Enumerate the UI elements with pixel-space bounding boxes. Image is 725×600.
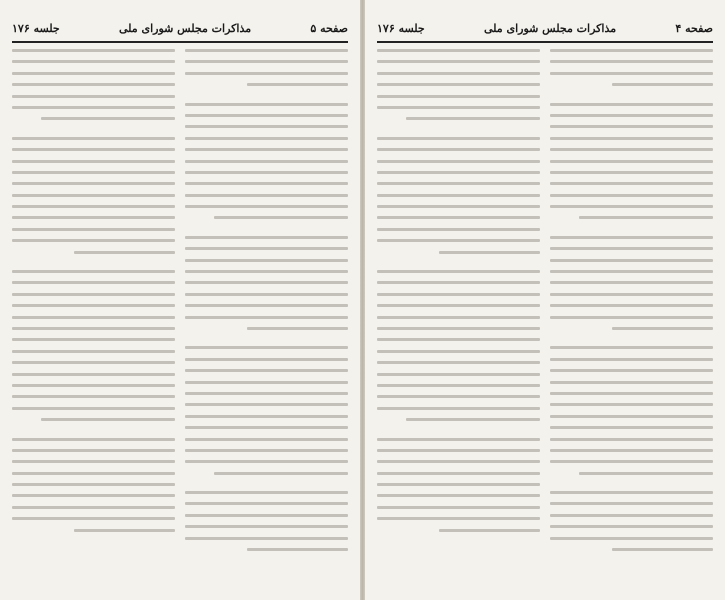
text-line-placeholder [377,270,540,273]
paragraph-gap [377,430,540,438]
text-line-placeholder [550,205,713,208]
text-line-placeholder [185,293,348,296]
left-session-number: ۱۷۶ [12,21,30,35]
text-line-placeholder [550,426,713,429]
text-line-placeholder [377,194,540,197]
text-line-placeholder [550,304,713,307]
text-line-placeholder [214,216,348,219]
paragraph-gap [185,228,348,236]
paragraph-gap [377,129,540,137]
text-line-placeholder [12,472,175,475]
text-line-placeholder [185,438,348,441]
left-page-title: مذاکرات مجلس شورای ملی [118,21,252,35]
text-line-placeholder [12,361,175,364]
text-line-placeholder [12,293,175,296]
text-line-placeholder [406,117,540,120]
text-line-placeholder [247,548,348,551]
text-line-placeholder [377,449,540,452]
right-session-label: جلسه [398,21,425,35]
text-line-placeholder [550,160,713,163]
text-line-placeholder [377,182,540,185]
text-line-placeholder [377,350,540,353]
text-line-placeholder [185,403,348,406]
text-line-placeholder [550,438,713,441]
right-session-group [377,22,425,35]
text-line-placeholder [185,381,348,384]
text-line-placeholder [439,529,540,532]
text-line-placeholder [377,460,540,463]
text-line-placeholder [247,327,348,330]
text-line-placeholder [550,60,713,63]
text-line-placeholder [12,270,175,273]
text-line-placeholder [185,137,348,140]
text-line-placeholder [377,506,540,509]
left-page-right-column [185,49,348,589]
text-line-placeholder [550,236,713,239]
text-line-placeholder [550,125,713,128]
text-line-placeholder [377,239,540,242]
text-line-placeholder [12,95,175,98]
text-line-placeholder [12,194,175,197]
text-line-placeholder [12,338,175,341]
text-line-placeholder [377,216,540,219]
text-line-placeholder [377,304,540,307]
text-line-placeholder [612,548,713,551]
text-line-placeholder [12,239,175,242]
text-line-placeholder [185,160,348,163]
text-line-placeholder [12,137,175,140]
text-line-placeholder [550,369,713,372]
text-line-placeholder [247,83,348,86]
text-line-placeholder [185,194,348,197]
text-line-placeholder [12,106,175,109]
text-line-placeholder [377,494,540,497]
text-line-placeholder [377,205,540,208]
paragraph-gap [185,95,348,103]
text-line-placeholder [185,270,348,273]
text-line-placeholder [377,72,540,75]
text-line-placeholder [185,346,348,349]
right-page-number-group [675,22,713,35]
text-line-placeholder [12,517,175,520]
text-line-placeholder [12,395,175,398]
text-line-placeholder [12,72,175,75]
text-line-placeholder [550,182,713,185]
text-line-placeholder [550,415,713,418]
text-line-placeholder [185,537,348,540]
text-line-placeholder [185,415,348,418]
text-line-placeholder [185,49,348,52]
text-line-placeholder [550,491,713,494]
text-line-placeholder [579,472,713,475]
text-line-placeholder [12,460,175,463]
text-line-placeholder [12,373,175,376]
text-line-placeholder [377,338,540,341]
text-line-placeholder [185,247,348,250]
text-line-placeholder [185,304,348,307]
paragraph-gap [550,95,713,103]
text-line-placeholder [185,72,348,75]
text-line-placeholder [377,60,540,63]
text-line-placeholder [377,106,540,109]
text-line-placeholder [377,137,540,140]
right-page-right-column [550,49,713,589]
text-line-placeholder [12,83,175,86]
text-line-placeholder [550,247,713,250]
text-line-placeholder [185,60,348,63]
text-line-placeholder [12,407,175,410]
text-line-placeholder [550,525,713,528]
text-line-placeholder [74,529,175,532]
left-session-group [12,22,60,35]
text-line-placeholder [550,137,713,140]
text-line-placeholder [12,148,175,151]
text-line-placeholder [12,449,175,452]
text-line-placeholder [12,216,175,219]
text-line-placeholder [550,281,713,284]
text-line-placeholder [185,125,348,128]
text-line-placeholder [579,216,713,219]
text-line-placeholder [550,514,713,517]
text-line-placeholder [439,251,540,254]
text-line-placeholder [185,514,348,517]
text-line-placeholder [12,182,175,185]
text-line-placeholder [185,392,348,395]
text-line-placeholder [12,438,175,441]
text-line-placeholder [185,103,348,106]
text-line-placeholder [185,449,348,452]
text-line-placeholder [377,281,540,284]
text-line-placeholder [550,502,713,505]
left-page-number-group [310,22,348,35]
text-line-placeholder [41,117,175,120]
text-line-placeholder [377,49,540,52]
text-line-placeholder [377,361,540,364]
text-line-placeholder [12,494,175,497]
text-line-placeholder [185,525,348,528]
left-page [0,0,360,600]
text-line-placeholder [377,395,540,398]
left-page-number: ۵ [310,21,317,35]
paragraph-gap [377,262,540,270]
text-line-placeholder [406,418,540,421]
text-line-placeholder [185,182,348,185]
right-page-number: ۴ [675,21,682,35]
text-line-placeholder [12,228,175,231]
text-line-placeholder [12,49,175,52]
text-line-placeholder [377,293,540,296]
text-line-placeholder [550,460,713,463]
text-line-placeholder [550,72,713,75]
text-line-placeholder [12,205,175,208]
text-line-placeholder [377,148,540,151]
text-line-placeholder [550,148,713,151]
text-line-placeholder [377,160,540,163]
text-line-placeholder [612,327,713,330]
text-line-placeholder [185,460,348,463]
text-line-placeholder [12,171,175,174]
paragraph-gap [185,338,348,346]
text-line-placeholder [377,316,540,319]
left-page-left-column [12,49,175,589]
text-line-placeholder [12,384,175,387]
text-line-placeholder [185,171,348,174]
text-line-placeholder [612,83,713,86]
text-line-placeholder [185,369,348,372]
text-line-placeholder [550,316,713,319]
text-line-placeholder [550,114,713,117]
text-line-placeholder [550,194,713,197]
text-line-placeholder [41,418,175,421]
text-line-placeholder [185,281,348,284]
paragraph-gap [12,430,175,438]
text-line-placeholder [377,327,540,330]
left-page-label: صفحه [320,21,348,35]
text-line-placeholder [550,259,713,262]
text-line-placeholder [550,103,713,106]
left-page-columns [12,49,348,589]
text-line-placeholder [185,259,348,262]
right-session-number: ۱۷۶ [377,21,395,35]
text-line-placeholder [214,472,348,475]
text-line-placeholder [377,373,540,376]
right-page-left-column [377,49,540,589]
right-header-rule [377,41,713,43]
right-page-title: مذاکرات مجلس شورای ملی [483,21,617,35]
right-page [365,0,725,600]
text-line-placeholder [377,438,540,441]
text-line-placeholder [550,392,713,395]
text-line-placeholder [185,114,348,117]
text-line-placeholder [12,316,175,319]
right-page-columns [377,49,713,589]
text-line-placeholder [550,381,713,384]
text-line-placeholder [377,472,540,475]
text-line-placeholder [550,270,713,273]
text-line-placeholder [377,171,540,174]
text-line-placeholder [377,483,540,486]
text-line-placeholder [550,403,713,406]
paragraph-gap [550,338,713,346]
paragraph-gap [12,262,175,270]
text-line-placeholder [12,281,175,284]
text-line-placeholder [12,506,175,509]
text-line-placeholder [377,407,540,410]
text-line-placeholder [377,83,540,86]
text-line-placeholder [12,304,175,307]
right-page-label: صفحه [685,21,713,35]
text-line-placeholder [550,293,713,296]
text-line-placeholder [550,537,713,540]
paragraph-gap [12,129,175,137]
text-line-placeholder [550,346,713,349]
text-line-placeholder [185,502,348,505]
text-line-placeholder [377,384,540,387]
paragraph-gap [550,483,713,491]
text-line-placeholder [550,449,713,452]
text-line-placeholder [12,160,175,163]
text-line-placeholder [185,148,348,151]
text-line-placeholder [185,236,348,239]
text-line-placeholder [185,316,348,319]
text-line-placeholder [185,205,348,208]
text-line-placeholder [550,49,713,52]
text-line-placeholder [550,358,713,361]
left-page-header [12,18,348,38]
text-line-placeholder [377,95,540,98]
text-line-placeholder [185,426,348,429]
paragraph-gap [185,483,348,491]
text-line-placeholder [377,517,540,520]
text-line-placeholder [12,350,175,353]
left-session-label: جلسه [33,21,60,35]
left-header-rule [12,41,348,43]
text-line-placeholder [74,251,175,254]
text-line-placeholder [12,327,175,330]
text-line-placeholder [550,171,713,174]
text-line-placeholder [185,491,348,494]
text-line-placeholder [12,483,175,486]
text-line-placeholder [12,60,175,63]
text-line-placeholder [185,358,348,361]
text-line-placeholder [377,228,540,231]
right-page-header [377,18,713,38]
paragraph-gap [550,228,713,236]
